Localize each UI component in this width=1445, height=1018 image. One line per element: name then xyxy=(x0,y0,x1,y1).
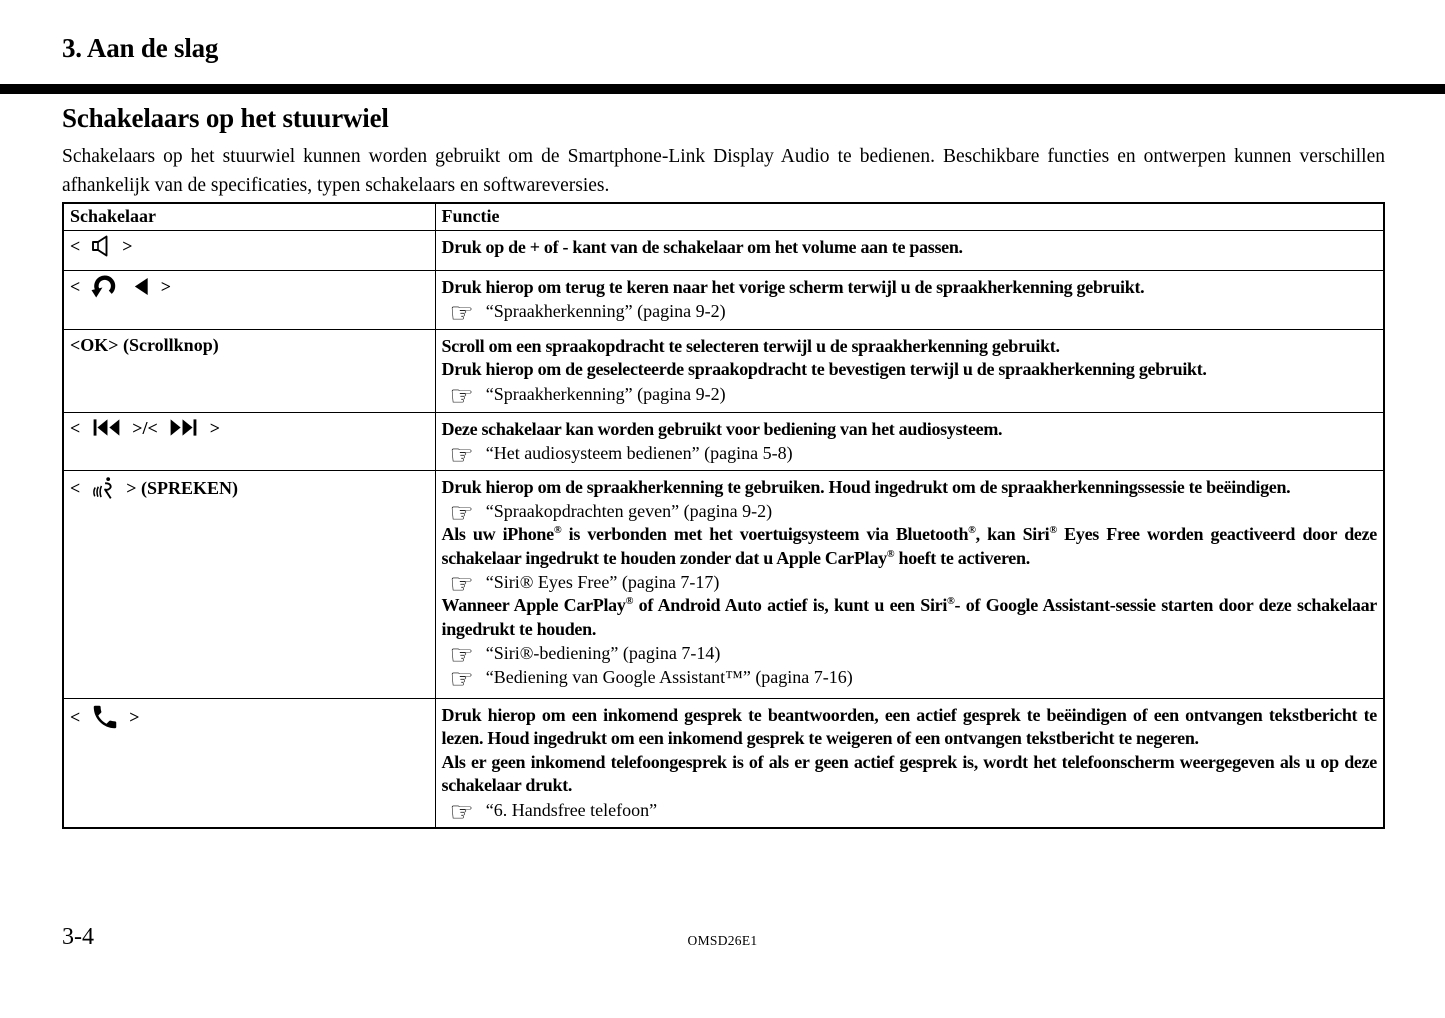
pointing-hand-icon: ☞ xyxy=(449,498,474,529)
function-text: Druk hierop om de spraakherkenning te gebruiken. Houd ingedrukt om de spraakherkenningssessie te beëindigen. xyxy=(441,476,1291,497)
column-header-functie: Functie xyxy=(435,203,1384,230)
pointing-hand-icon: ☞ xyxy=(449,640,474,671)
registered-mark: ® xyxy=(968,525,976,536)
registered-mark: ® xyxy=(553,525,562,536)
cross-reference xyxy=(442,640,1378,671)
reference-text: “Spraakherkenning” (pagina 9-2) xyxy=(485,301,726,321)
cross-reference xyxy=(442,380,1378,412)
speak-icon xyxy=(90,474,117,502)
pointing-hand-icon: ☞ xyxy=(449,569,474,600)
table-row xyxy=(63,412,1384,470)
table-row xyxy=(63,470,1384,698)
intro-paragraph: Schakelaars op het stuurwiel kunnen worden gebruikt om de Smartphone-Link Display Audio te bedienen. Beschikbare functies en ontwerpen kunnen verschillen afhankelijk van de specificaties, typen schakelaars en softwareversies. xyxy=(62,146,1385,196)
function-text: Deze schakelaar kan worden gebruikt voor bediening van het audiosysteem. xyxy=(441,418,1003,439)
switch-cell: < > xyxy=(63,270,435,329)
switch-cell: < >/< > xyxy=(63,412,435,470)
function-cell xyxy=(435,698,1384,828)
function-cell xyxy=(435,470,1384,698)
cross-reference xyxy=(442,440,1378,471)
table-row xyxy=(63,698,1384,828)
reference-text: “Siri®-bediening” (pagina 7-14) xyxy=(485,643,721,663)
column-header-schakelaar: Schakelaar xyxy=(63,203,435,230)
switch-cell: < > xyxy=(63,698,435,828)
next-track-icon xyxy=(167,417,200,438)
cross-reference xyxy=(442,796,1378,828)
cross-reference xyxy=(442,664,1378,695)
section-rule xyxy=(0,84,1445,94)
chapter-title: 3. Aan de slag xyxy=(62,33,219,63)
page-title: Schakelaars op het stuurwiel xyxy=(62,103,389,133)
function-text: Als uw iPhone® is verbonden met het voertuigsysteem via Bluetooth®, kan Siri® Eyes Free worden geactiveerd door deze schakelaar ingedrukt te houden zonder dat u Apple CarPlay® hoeft te activeren. xyxy=(441,524,1377,568)
pointing-hand-icon: ☞ xyxy=(449,440,474,471)
function-text: Druk hierop om een inkomend gesprek te beantwoorden, een actief gesprek te beëindigen of een ontvangen tekstbericht te lezen. Houd ingedrukt om een inkomend gesprek te weigeren of een ontvangen tekstbericht te negeren. xyxy=(441,704,1377,748)
pointing-hand-icon: ☞ xyxy=(449,664,474,695)
pointing-hand-icon: ☞ xyxy=(449,380,474,412)
registered-mark: ® xyxy=(947,596,955,607)
reference-text: “Bediening van Google Assistant™” (pagina 7-16) xyxy=(485,667,853,687)
switch-cell: < > xyxy=(63,230,435,270)
registered-mark: ® xyxy=(886,548,895,560)
function-cell xyxy=(435,412,1384,470)
back-arrow-icon xyxy=(90,274,118,299)
function-cell xyxy=(435,270,1384,329)
function-text: Druk hierop om de geselecteerde spraakopdracht te bevestigen terwijl u de spraakherkenning gebruikt. xyxy=(441,359,1207,379)
reference-text: “Het audiosysteem bedienen” (pagina 5-8) xyxy=(485,443,793,463)
previous-track-icon xyxy=(90,417,123,438)
reference-text: “Siri® Eyes Free” (pagina 7-17) xyxy=(485,572,720,592)
reference-text: “Spraakherkenning” (pagina 9-2) xyxy=(485,383,726,404)
function-text: Druk op de + of - kant van de schakelaar om het volume aan te passen. xyxy=(441,236,963,257)
pointing-hand-icon: ☞ xyxy=(449,796,474,828)
table-header-row xyxy=(63,203,1384,230)
function-text: Druk hierop om terug te keren naar het vorige scherm terwijl u de spraakherkenning gebruikt. xyxy=(441,276,1145,297)
cross-reference xyxy=(442,569,1378,600)
steering-wheel-switch-table xyxy=(62,202,1385,829)
phone-icon xyxy=(90,702,120,732)
volume-icon xyxy=(90,234,113,258)
pointing-hand-icon: ☞ xyxy=(449,298,474,329)
table-row xyxy=(63,270,1384,329)
function-cell xyxy=(435,329,1384,412)
left-triangle-icon xyxy=(132,275,151,298)
registered-mark: ® xyxy=(625,596,634,607)
table-row xyxy=(63,230,1384,270)
switch-cell: <OK> (Scrollknop) xyxy=(63,329,435,412)
table-row xyxy=(63,329,1384,412)
document-code: OMSD26E1 xyxy=(687,933,758,948)
reference-text: “Spraakopdrachten geven” (pagina 9-2) xyxy=(485,501,773,521)
function-text: Scroll om een spraakopdracht te selecteren terwijl u de spraakherkenning gebruikt. xyxy=(441,335,1060,356)
page-number: 3-4 xyxy=(62,924,94,950)
function-text: Wanneer Apple CarPlay® of Android Auto actief is, kunt u een Siri®- of Google Assistant-sessie starten door deze schakelaar ingedrukt te houden. xyxy=(441,595,1377,639)
cross-reference xyxy=(442,298,1378,329)
registered-mark: ® xyxy=(1049,525,1057,536)
cross-reference xyxy=(442,498,1378,529)
reference-text: “6. Handsfree telefoon” xyxy=(485,799,658,820)
function-cell xyxy=(435,230,1384,270)
switch-cell: < > (SPREKEN) xyxy=(63,470,435,698)
function-text: Als er geen inkomend telefoongesprek is of als er geen actief gesprek is, wordt het telefoonscherm weergegeven als u op deze schakelaar drukt. xyxy=(441,751,1377,795)
